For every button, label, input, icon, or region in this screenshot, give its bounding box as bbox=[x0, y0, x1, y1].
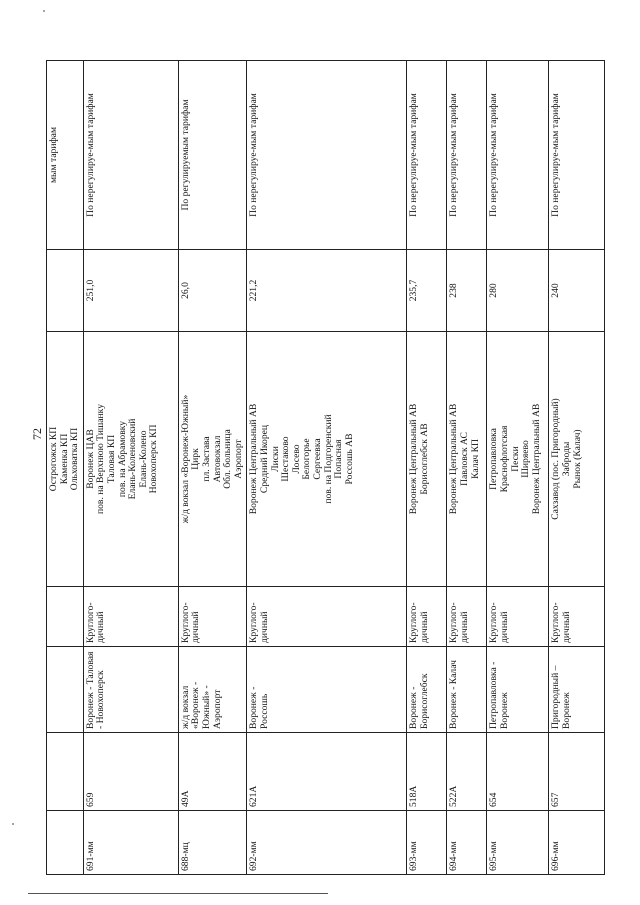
cell-stops bbox=[247, 332, 407, 587]
stop-line: Средний Икорец bbox=[258, 424, 270, 494]
cell-empty bbox=[47, 733, 84, 811]
stop-line: Краснофлотская bbox=[498, 425, 510, 493]
page-number: 72 bbox=[30, 428, 44, 440]
cell-route-name: Петропавловка - Воронеж bbox=[487, 647, 549, 733]
cell-tariff: мым тарифам bbox=[47, 61, 84, 250]
cell-distance: 240 bbox=[549, 250, 605, 332]
cell-stops bbox=[83, 332, 178, 587]
cell-distance: 221,2 bbox=[247, 250, 407, 332]
stop-line: Петропавловка bbox=[488, 428, 500, 490]
cell-tariff: По нерегулируе-мым тарифам bbox=[549, 61, 605, 250]
table-row bbox=[247, 61, 407, 875]
cell-empty bbox=[47, 811, 84, 875]
stop-line: Калач КП bbox=[469, 439, 481, 479]
stop-line: Павловск АС bbox=[458, 432, 470, 486]
cell-route-number: 657 bbox=[549, 733, 605, 811]
cell-reg-number: 696-мм bbox=[549, 811, 605, 875]
cell-route-number: 621А bbox=[247, 733, 407, 811]
cell-distance: 251,0 bbox=[83, 250, 178, 332]
stop-line: ж/д вокзал «Воронеж-Южный» bbox=[179, 394, 191, 524]
routes-table bbox=[46, 60, 605, 875]
cell-empty bbox=[47, 647, 84, 733]
cell-route-name: Пригородный – Воронеж bbox=[549, 647, 605, 733]
stop-line: Воронеж Центральный АВ bbox=[530, 403, 542, 515]
cell-tariff: По нерегулируе-мым тарифам bbox=[83, 61, 178, 250]
stop-line: Новохоперск КП bbox=[148, 424, 160, 494]
cell-route-type: Круглого-дичный bbox=[487, 587, 549, 647]
stop-line: Заброды bbox=[560, 441, 572, 477]
stop-line: Воронеж Центральный АВ bbox=[248, 403, 260, 515]
scan-speck bbox=[43, 10, 45, 12]
cell-stops bbox=[549, 332, 605, 587]
stop-line: Цирк bbox=[190, 448, 202, 470]
cell-stops bbox=[178, 332, 247, 587]
cell-route-number: 659 bbox=[83, 733, 178, 811]
cell-distance: 280 bbox=[487, 250, 549, 332]
cell-route-name: Воронеж - Таловая - Новохоперск bbox=[83, 647, 178, 733]
stop-line: Елань-Колено bbox=[137, 430, 149, 488]
cell-stops bbox=[447, 332, 487, 587]
stop-line: Рынок (Калач) bbox=[571, 429, 583, 489]
stop-line: Попасная bbox=[333, 439, 345, 479]
bottom-rule bbox=[28, 893, 328, 894]
table-row bbox=[83, 61, 178, 875]
cell-stops bbox=[487, 332, 549, 587]
stop-line: Пески bbox=[509, 446, 521, 472]
stop-line: Сергеевка bbox=[311, 438, 323, 480]
stop-line: Каменка КП bbox=[58, 433, 70, 485]
cell-route-type: Круглого-дичный bbox=[407, 587, 447, 647]
cell-route-number: 49А bbox=[178, 733, 247, 811]
stop-line: Аэропорт bbox=[232, 439, 244, 479]
table-row bbox=[178, 61, 247, 875]
cell-reg-number: 695-мм bbox=[487, 811, 549, 875]
cell-route-number: 522А bbox=[447, 733, 487, 811]
cell-distance: 235,7 bbox=[407, 250, 447, 332]
stop-line: Лиски bbox=[269, 446, 281, 472]
cell-tariff: По нерегулируе-мым тарифам bbox=[247, 61, 407, 250]
cell-reg-number: 694-мм bbox=[447, 811, 487, 875]
stop-line: Лосево bbox=[290, 444, 302, 474]
stop-line: Борисоглебск АВ bbox=[418, 423, 430, 495]
cell-reg-number: 688-мц bbox=[178, 811, 247, 875]
cell-distance: 26,0 bbox=[178, 250, 247, 332]
cell-route-number: 518А bbox=[407, 733, 447, 811]
table-row bbox=[487, 61, 549, 875]
cell-route-number: 654 bbox=[487, 733, 549, 811]
cell-reg-number: 691-мм bbox=[83, 811, 178, 875]
cell-route-type: Круглого-дичный bbox=[447, 587, 487, 647]
stop-line: Воронеж Центральный АВ bbox=[408, 403, 420, 515]
cell-distance: 238 bbox=[447, 250, 487, 332]
stop-line: Острогожск КП bbox=[48, 426, 59, 492]
table-row-continuation bbox=[47, 61, 84, 875]
cell-route-name: Воронеж - Россошь bbox=[247, 647, 407, 733]
stop-line: Таловая КП bbox=[105, 434, 117, 484]
cell-empty bbox=[47, 250, 84, 332]
stop-line: Елань-Коленовский bbox=[127, 418, 139, 500]
scan-speck bbox=[12, 823, 14, 825]
stop-line: Ширяево bbox=[520, 440, 532, 478]
stop-line: Сахзавод (пос. Пригородный) bbox=[550, 398, 562, 520]
cell-tariff: По нерегулируе-мым тарифам bbox=[407, 61, 447, 250]
cell-reg-number: 693-мм bbox=[407, 811, 447, 875]
stop-line: Воронеж Центральный АВ bbox=[448, 403, 460, 515]
cell-route-type: Круглого-дичный bbox=[549, 587, 605, 647]
stop-line: пов. на Подгоренский bbox=[322, 414, 334, 504]
cell-route-name: Воронеж - Калач bbox=[447, 647, 487, 733]
cell-tariff: По регулируемым тарифам bbox=[178, 61, 247, 250]
stop-line: Обл. больница bbox=[222, 429, 234, 489]
cell-route-type: Круглого-дичный bbox=[83, 587, 178, 647]
stop-line: Воронеж ЦАВ bbox=[84, 429, 96, 489]
stop-line: Ольховатка КП bbox=[69, 427, 81, 491]
table-row bbox=[549, 61, 605, 875]
stop-line: пл. Застава bbox=[200, 436, 212, 482]
cell-reg-number: 692-мм bbox=[247, 811, 407, 875]
cell-route-type: Круглого-дичный bbox=[247, 587, 407, 647]
cell-stops bbox=[407, 332, 447, 587]
stop-line: пов. на Верхнюю Тишанку bbox=[95, 403, 107, 515]
cell-empty bbox=[47, 587, 84, 647]
table-row bbox=[407, 61, 447, 875]
stop-line: Шестаково bbox=[280, 436, 292, 482]
rotated-table-wrapper bbox=[46, 60, 583, 875]
table-row bbox=[447, 61, 487, 875]
stop-line: пов. на Абрамовку bbox=[116, 420, 128, 498]
cell-tariff: По нерегулируе-мым тарифам bbox=[447, 61, 487, 250]
cell-stops bbox=[47, 332, 84, 587]
cell-route-name: Воронеж - Борисоглебск bbox=[407, 647, 447, 733]
stop-line: Белогорье bbox=[301, 438, 313, 480]
cell-tariff: По нерегулируе-мым тарифам bbox=[487, 61, 549, 250]
cell-route-type: Круглого-дичный bbox=[178, 587, 247, 647]
cell-route-name: ж/д вокзал «Воронеж - Южный» - Аэропорт bbox=[178, 647, 247, 733]
stop-line: Автовокзал bbox=[211, 435, 223, 483]
stop-line: Россошь АВ bbox=[343, 433, 355, 485]
